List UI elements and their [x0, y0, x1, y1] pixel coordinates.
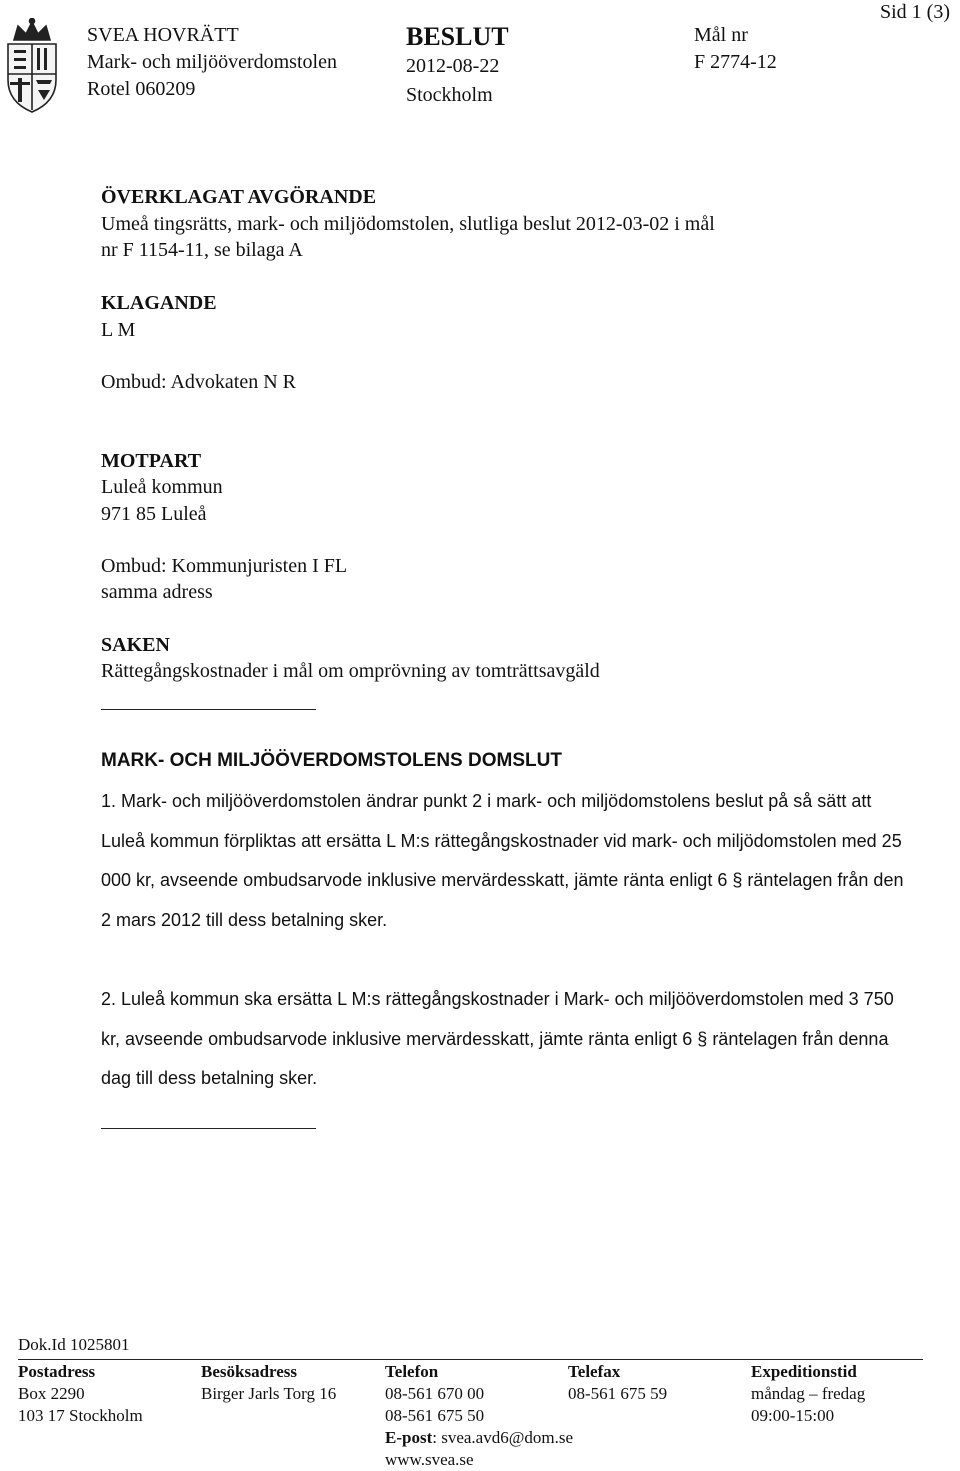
ruling-item-1: 1. Mark- och miljööverdomstolen ändrar punkt 2 i mark- och miljödomstolens beslut på så sätt att Luleå kommun förpliktas att ersätta L M:s rättegångskostnader vid mark- och miljödomstolen med 25 000 kr, avseende ombudsarvode inklusive mervärdesskatt, jämte ränta enligt 6 § räntelagen från den 2 mars 2012 till dess betalning sker. — [101, 791, 904, 930]
case-number: F 2774-12 — [694, 51, 777, 73]
matter-text: Rättegångskostnader i mål om omprövning av tomträttsavgäld — [101, 660, 600, 682]
counterparty-name: Luleå kommun — [101, 476, 223, 498]
footer-postal-line: Box 2290 — [18, 1384, 85, 1403]
footer-email-address[interactable]: svea.avd6@dom.se — [441, 1428, 574, 1447]
footer-postal-address — [18, 1361, 143, 1427]
document-id: Dok.Id 1025801 — [18, 1335, 130, 1354]
counterparty-heading: MOTPART — [101, 450, 202, 472]
footer-email-label: E-post — [385, 1428, 433, 1447]
ruling-end-divider — [101, 1128, 316, 1129]
appellant-heading: KLAGANDE — [101, 292, 217, 314]
document-type: BESLUT — [406, 22, 509, 51]
footer-fax — [568, 1361, 667, 1405]
footer-email: E-post: svea.avd6@dom.se — [385, 1428, 574, 1447]
case-number-block — [694, 22, 777, 76]
matter-heading: SAKEN — [101, 634, 170, 656]
footer-phone — [385, 1361, 573, 1471]
counterparty-address: 971 85 Luleå — [101, 503, 207, 525]
footer-postal-line: 103 17 Stockholm — [18, 1406, 143, 1425]
court-name: SVEA HOVRÄTT — [87, 24, 239, 46]
footer-visiting-line: Birger Jarls Torg 16 — [201, 1384, 337, 1403]
footer-phone-heading: Telefon — [385, 1362, 439, 1381]
footer-divider — [18, 1359, 923, 1360]
footer-hours-days: måndag – fredag — [751, 1384, 866, 1403]
ruling-item-2: 2. Luleå kommun ska ersätta L M:s rättegångskostnader i Mark- och miljööverdomstolen med 3 750 kr, avseende ombudsarvode inklusive mervärdesskatt, jämte ränta enligt 6 § räntelagen från denna dag till dess betalning sker. — [101, 989, 894, 1088]
footer-postal-heading: Postadress — [18, 1362, 96, 1381]
decision-place: Stockholm — [406, 84, 493, 106]
appealed-heading: ÖVERKLAGAT AVGÖRANDE — [101, 186, 377, 208]
footer-visiting-address — [201, 1361, 336, 1405]
ruling-heading: MARK- OCH MILJÖÖVERDOMSTOLENS DOMSLUT — [101, 750, 562, 771]
appealed-line-1: Umeå tingsrätts, mark- och miljödomstolen, slutliga beslut 2012-03-02 i mål — [101, 213, 715, 235]
footer-fax-heading: Telefax — [568, 1362, 621, 1381]
court-emblem-logo — [0, 18, 64, 114]
section-divider — [101, 709, 316, 710]
court-division: Mark- och miljööverdomstolen — [87, 51, 337, 73]
counterparty-counsel-address: samma adress — [101, 581, 213, 603]
counterparty-counsel: Ombud: Kommunjuristen I FL — [101, 555, 348, 577]
decision-date: 2012-08-22 — [406, 55, 500, 77]
page-number: Sid 1 (3) — [880, 1, 950, 23]
footer-phone-line: 08-561 675 50 — [385, 1406, 485, 1425]
footer-fax-line: 08-561 675 59 — [568, 1384, 668, 1403]
appellant-counsel: Ombud: Advokaten N R — [101, 371, 296, 393]
appealed-line-2: nr F 1154-11, se bilaga A — [101, 239, 303, 261]
footer-visiting-heading: Besöksadress — [201, 1362, 298, 1381]
decision-block — [406, 22, 509, 110]
footer-website[interactable]: www.svea.se — [385, 1450, 474, 1469]
case-number-label: Mål nr — [694, 24, 748, 46]
footer-phone-line: 08-561 670 00 — [385, 1384, 485, 1403]
court-chamber: Rotel 060209 — [87, 78, 196, 100]
footer-office-hours — [751, 1361, 865, 1427]
footer-hours-time: 09:00-15:00 — [751, 1406, 835, 1425]
appellant-name: L M — [101, 319, 136, 341]
court-name-block — [87, 22, 337, 103]
footer-hours-heading: Expeditionstid — [751, 1362, 857, 1381]
